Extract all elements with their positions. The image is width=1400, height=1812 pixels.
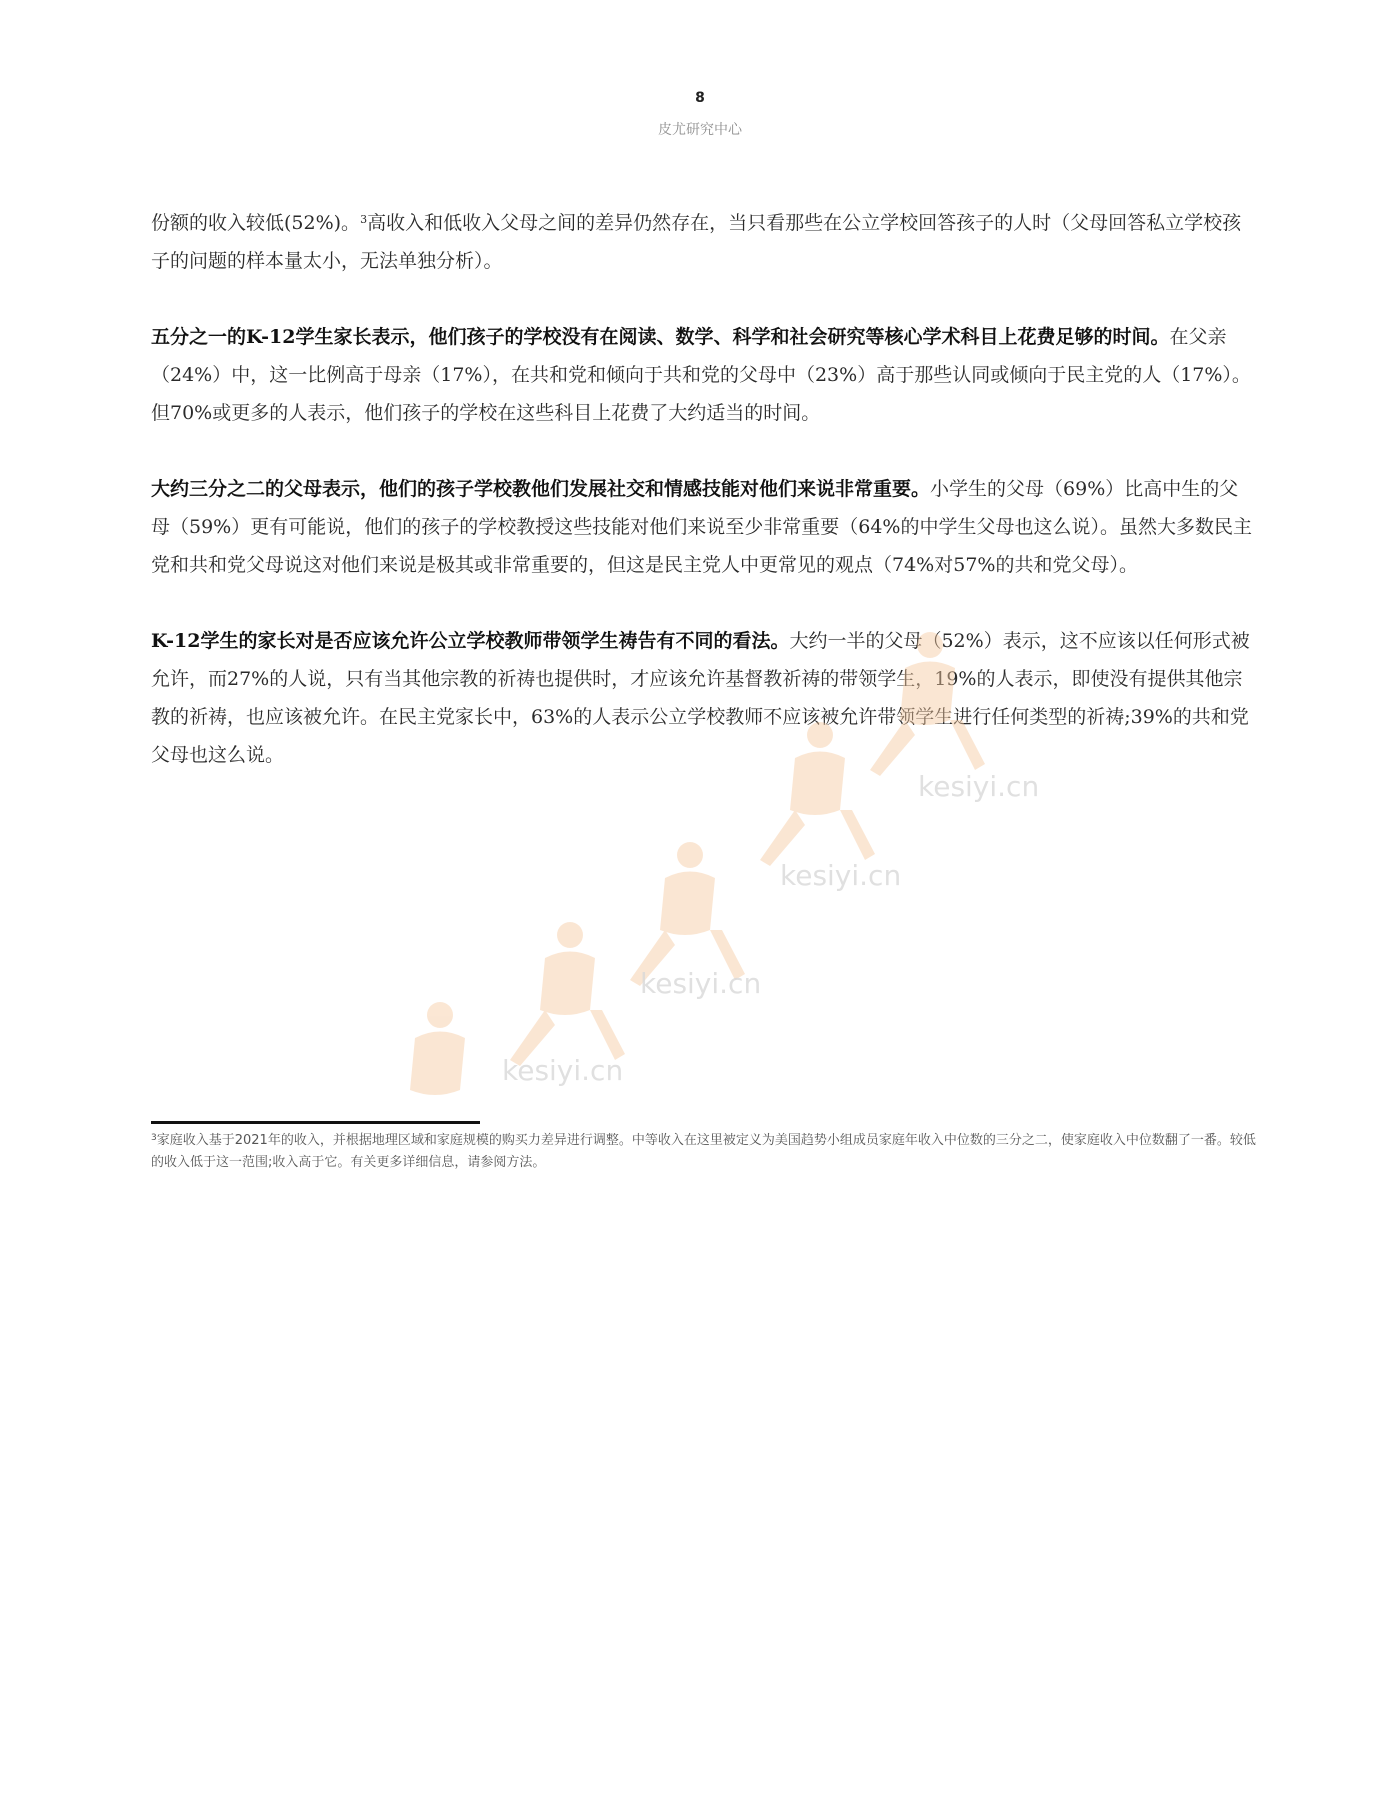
paragraph-3 <box>151 470 1256 584</box>
paragraph-2-text: 在父亲（24%）中，这一比例高于母亲（17%），在共和党和倾向于共和党的父母中（23%）高于那些认同或倾向于民主党的人（17%）。但70%或更多的人表示，他们孩子的学校在这些科目上花费了大约适当的时间。 <box>151 326 1251 424</box>
watermark-text-4: kesiyi.cn <box>502 1054 624 1087</box>
paragraph-1-text-a: 份额的收入较低(52%)。 <box>151 212 361 234</box>
paragraph-4-lead: K-12学生的家长对是否应该允许公立学校教师带领学生祷告有不同的看法。 <box>151 630 790 652</box>
paragraph-3-text: 小学生的父母（69%）比高中生的父母（59%）更有可能说，他们的孩子的学校教授这些技能对他们来说至少非常重要（64%的中学生父母也这么说）。虽然大多数民主党和共和党父母说这对他们来说是极其或非常重要的，但这是民主党人中更常见的观点（74%对57%的共和党父母）。 <box>151 478 1252 576</box>
watermark-text-1: kesiyi.cn <box>918 770 1040 803</box>
footnote-marker: 3 <box>151 1133 157 1143</box>
footnote <box>151 1130 1261 1174</box>
paragraph-2-lead: 五分之一的K-12学生家长表示，他们孩子的学校没有在阅读、数学、科学和社会研究等核心学术科目上花费足够的时间。 <box>151 326 1170 348</box>
footnote-text: 家庭收入基于2021年的收入，并根据地理区域和家庭规模的购买力差异进行调整。中等收入在这里被定义为美国趋势小组成员家庭年收入中位数的三分之二，使家庭收入中位数翻了一番。较低的收入低于这一范围;收入高于它。有关更多详细信息，请参阅方法。 <box>151 1133 1256 1170</box>
watermark-text-3: kesiyi.cn <box>640 967 762 1000</box>
organization-name: 皮尤研究中心 <box>658 122 742 138</box>
watermark-text-2: kesiyi.cn <box>780 859 902 892</box>
footnote-ref-3[interactable]: 3 <box>360 213 368 226</box>
footnote-divider <box>151 1121 480 1124</box>
body-text <box>151 204 1256 812</box>
paragraph-1-text-b: 高收入和低收入父母之间的差异仍然存在，当只看那些在公立学校回答孩子的人时（父母回答私立学校孩子的问题的样本量太小，无法单独分析）。 <box>151 212 1242 272</box>
paragraph-3-lead: 大约三分之二的父母表示，他们的孩子学校教他们发展社交和情感技能对他们来说非常重要。 <box>151 478 931 500</box>
paragraph-4-text: 大约一半的父母（52%）表示，这不应该以任何形式被允许，而27%的人说，只有当其他宗教的祈祷也提供时，才应该允许基督教祈祷的带领学生，19%的人表示，即使没有提供其他宗教的祈祷，也应该被允许。在民主党家长中，63%的人表示公立学校教师不应该被允许带领学生进行任何类型的祈祷;39%的共和党父母也这么说。 <box>151 630 1250 766</box>
paragraph-1 <box>151 204 1256 280</box>
paragraph-2 <box>151 318 1256 432</box>
page-header <box>0 88 1400 140</box>
page-number: 8 <box>695 90 705 106</box>
paragraph-4 <box>151 622 1256 774</box>
